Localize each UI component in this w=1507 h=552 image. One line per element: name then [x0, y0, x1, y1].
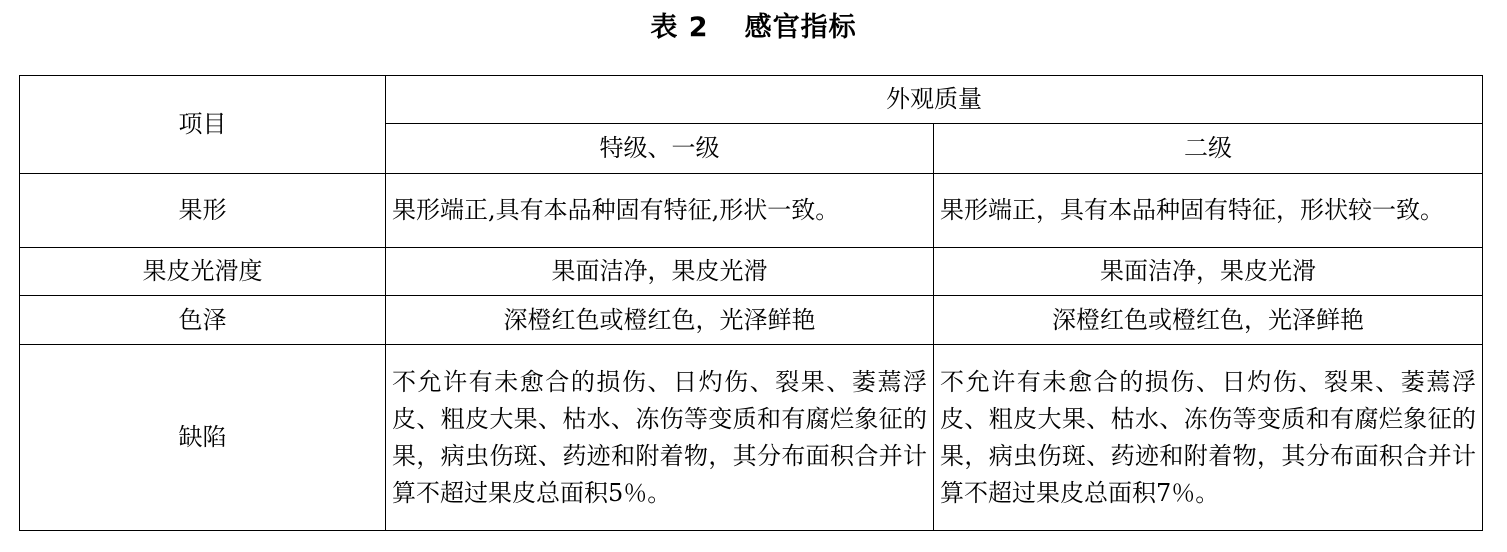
row-item-cell: 缺陷 [20, 345, 386, 531]
row-grade-a-cell: 深橙红色或橙红色，光泽鲜艳 [386, 296, 934, 345]
table-row [20, 248, 1483, 296]
header-row-1 [20, 76, 1483, 124]
row-grade-b-cell: 果形端正，具有本品种固有特征，形状较一致。 [934, 174, 1483, 248]
header-grade-b-cell: 二级 [934, 124, 1483, 174]
row-grade-a-cell: 不允许有未愈合的损伤、日灼伤、裂果、萎蔫浮皮、粗皮大果、枯水、冻伤等变质和有腐烂象征的果，病虫伤斑、药迹和附着物，其分布面积合并计算不超过果皮总面积5％。 [386, 345, 934, 531]
row-item-cell: 色泽 [20, 296, 386, 345]
header-grade-a-cell: 特级、一级 [386, 124, 934, 174]
table-title [0, 8, 1507, 48]
table-number: 表 2 [650, 12, 709, 43]
row-grade-b-cell: 不允许有未愈合的损伤、日灼伤、裂果、萎蔫浮皮、粗皮大果、枯水、冻伤等变质和有腐烂象征的果，病虫伤斑、药迹和附着物，其分布面积合并计算不超过果皮总面积7％。 [934, 345, 1483, 531]
row-grade-b-cell: 果面洁净，果皮光滑 [934, 248, 1483, 296]
table-row [20, 345, 1483, 531]
table-row [20, 296, 1483, 345]
sensory-index-table [19, 75, 1483, 531]
row-grade-b-cell: 深橙红色或橙红色，光泽鲜艳 [934, 296, 1483, 345]
row-grade-a-cell: 果形端正,具有本品种固有特征,形状一致。 [386, 174, 934, 248]
row-item-cell: 果皮光滑度 [20, 248, 386, 296]
header-item-cell: 项目 [20, 76, 386, 174]
header-quality-cell: 外观质量 [386, 76, 1483, 124]
row-grade-a-cell: 果面洁净，果皮光滑 [386, 248, 934, 296]
table-caption: 感官指标 [744, 12, 857, 43]
table-row [20, 174, 1483, 248]
row-item-cell: 果形 [20, 174, 386, 248]
